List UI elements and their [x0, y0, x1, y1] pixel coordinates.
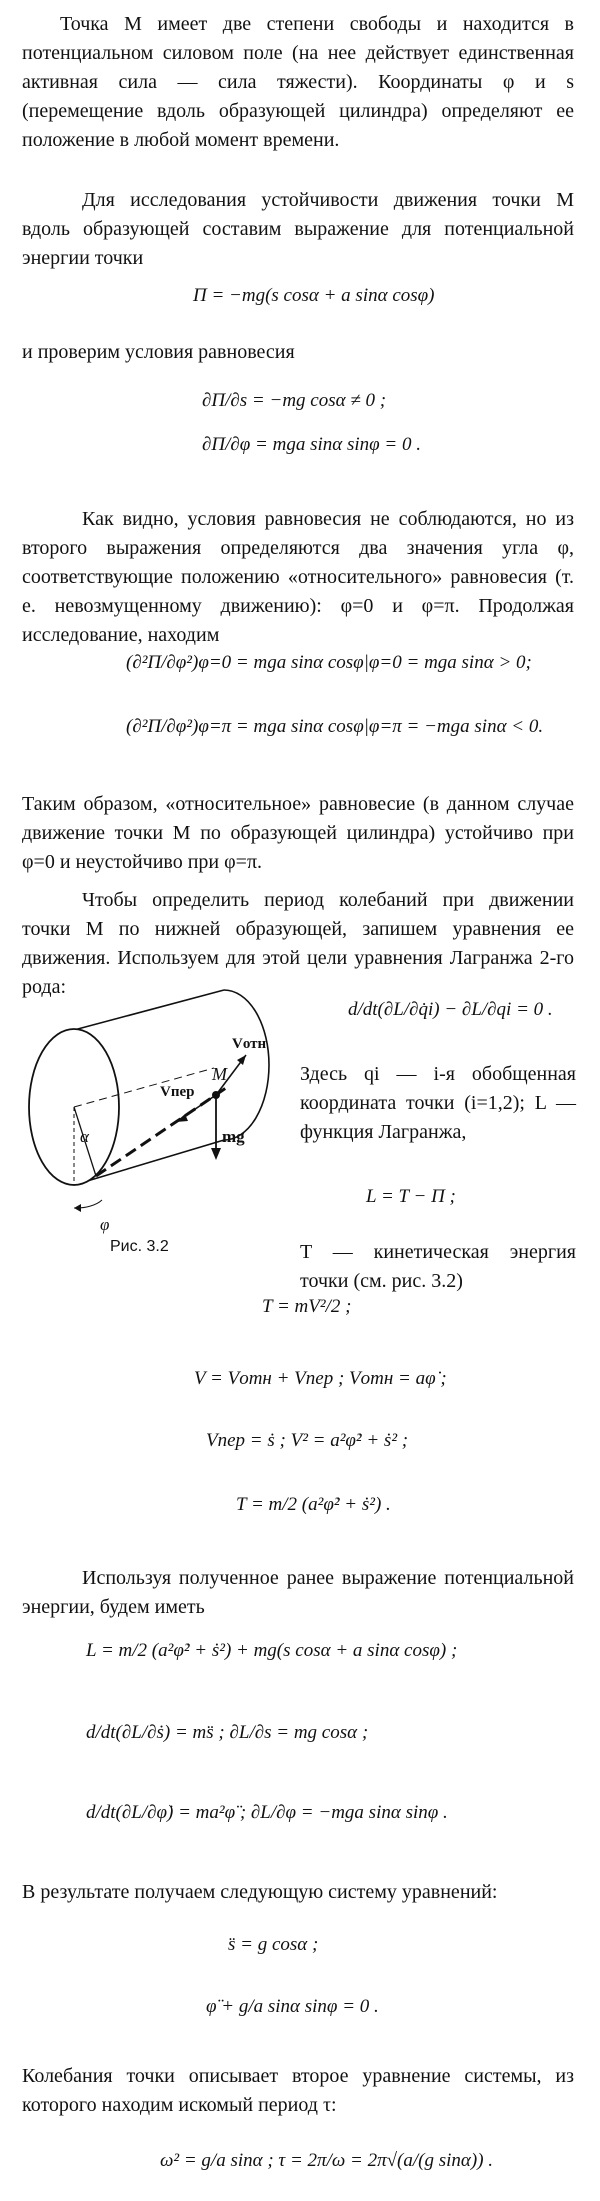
paragraph-potential-energy: Для исследования устойчивости движения точки M вдоль образующей составим выражение для потенциальной энергии точки — [22, 189, 574, 269]
equation-dPi-dphi: ∂Π/∂φ = mga sinα sinφ = 0 . — [202, 434, 421, 455]
equation-derivatives-phi: d/dt(∂L/∂φ̇) = ma²φ̈ ; ∂L/∂φ = −mga sinα sinφ . — [86, 1802, 448, 1823]
figure-label-mg: mg — [222, 1127, 245, 1146]
figure-label-M: M — [212, 1064, 227, 1084]
equation-kinetic-energy: T = mV²/2 ; — [262, 1296, 352, 1317]
paragraph-lagrange-intro: Чтобы определить период колебаний при движении точки M по нижней образующей, запишем уравнения ее движения. Используем для этой цели уравнения Лагранжа 2-го рода: — [22, 889, 574, 998]
equation-velocity-squared: Vпер = ṡ ; V² = a²φ̇² + ṡ² ; — [206, 1430, 409, 1451]
figure-label-phi: φ — [100, 1215, 110, 1234]
equation-dPi-ds: ∂Π/∂s = −mg cosα ≠ 0 ; — [202, 390, 387, 411]
paragraph-equilibrium-values: Как видно, условия равновесия не соблюдаются, но из второго выражения определяются два значения угла φ, соответствующие положению «относительного» равновесия (т. е. невозмущенному движению): φ=0 и φ=π. Продолжая исследование, находим — [22, 508, 574, 646]
equation-lagrangian-definition: L = T − Π ; — [366, 1186, 456, 1207]
figure-label-V-otn: Vотн — [232, 1036, 267, 1052]
paragraph-stability-conclusion: Таким образом, «относительное» равновесие (в данном случае движение точки M по образующей цилиндра) устойчиво при φ=0 и неустойчиво при φ=π. — [22, 793, 574, 873]
equation-second-derivative-phipi: (∂²Π/∂φ²)φ=π = mga sinα cosφ|φ=π = −mga sinα < 0. — [126, 716, 544, 737]
equation-s-motion: s̈ = g cosα ; — [228, 1934, 319, 1955]
paragraph-equilibrium-check: и проверим условия равновесия — [22, 341, 295, 363]
equation-potential-energy: Π = −mg(s cosα + a sinα cosφ) — [193, 285, 435, 306]
equation-second-derivative-phi0: (∂²Π/∂φ²)φ=0 = mga sinα cosφ|φ=0 = mga sinα > 0; — [126, 652, 532, 673]
paragraph-kinetic-energy: T — кинетическая энергия точки (см. рис. 3.2) — [300, 1241, 576, 1292]
equation-period: ω² = g/a sinα ; τ = 2π/ω = 2π√(a/(g sinα)) . — [160, 2150, 494, 2171]
figure-label-alpha: α — [80, 1127, 89, 1146]
equation-derivatives-s: d/dt(∂L/∂ṡ) = ms̈ ; ∂L/∂s = mg cosα ; — [86, 1722, 369, 1743]
cylinder-figure — [14, 970, 294, 1220]
paragraph-system-intro: В результате получаем следующую систему уравнений: — [22, 1881, 498, 1903]
equation-velocity-sum: V = Vотн + Vпер ; Vотн = aφ̇ ; — [194, 1368, 447, 1389]
equation-lagrange: d/dt(∂L/∂q̇i) − ∂L/∂qi = 0 . — [348, 999, 553, 1020]
paragraph-lagrangian-derivation: Используя полученное ранее выражение потенциальной энергии, будем иметь — [22, 1567, 574, 1618]
paragraph-generalized-coordinate: Здесь qi — i-я обобщенная координата точки (i=1,2); L — функция Лагранжа, — [300, 1063, 576, 1143]
paragraph-period-intro: Колебания точки описывает второе уравнение системы, из которого находим искомый период τ: — [22, 2065, 574, 2116]
equation-lagrangian-full: L = m/2 (a²φ̇² + ṡ²) + mg(s cosα + a sinα cosφ) ; — [86, 1640, 458, 1661]
figure-caption: Рис. 3.2 — [110, 1238, 169, 1255]
equation-kinetic-energy-expanded: T = m/2 (a²φ̇² + ṡ²) . — [236, 1494, 391, 1515]
paragraph-intro: Точка M имеет две степени свободы и находится в потенциальном силовом поле (на нее действует единственная активная сила — сила тяжести). Координаты φ и s (перемещение вдоль образующей цилиндра) определяют ее положение в любой момент времени. — [22, 13, 574, 151]
figure-label-V-per: Vпер — [160, 1084, 195, 1100]
equation-phi-motion: φ̈ + g/a sinα sinφ = 0 . — [206, 1996, 379, 2017]
